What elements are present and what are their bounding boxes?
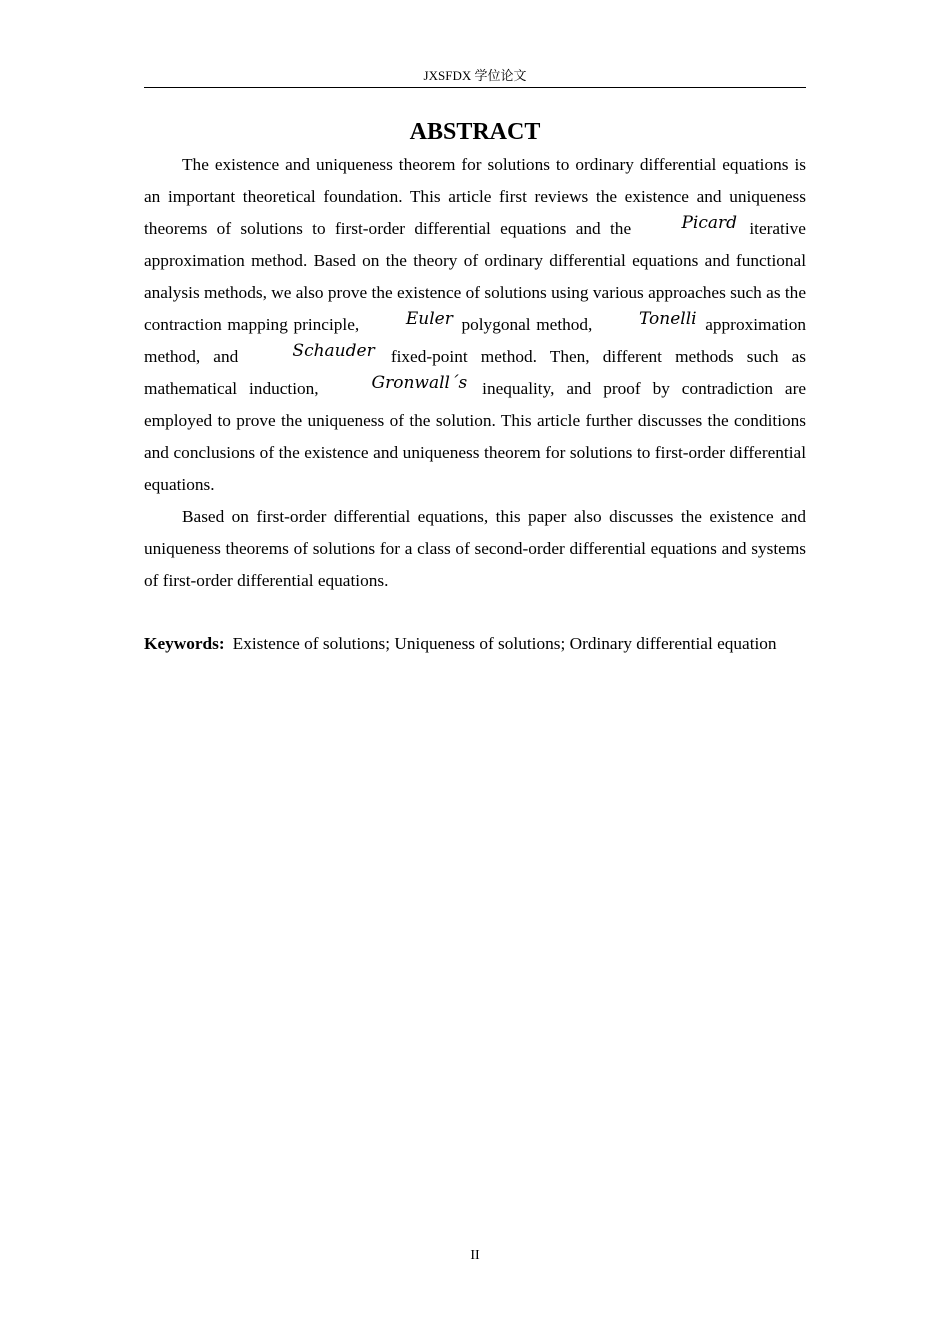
name-tonelli: Tonelli xyxy=(639,309,697,329)
running-header xyxy=(144,66,806,88)
name-euler: Euler xyxy=(405,309,453,329)
page-number: II xyxy=(470,1248,480,1263)
keywords-label: Keywords: xyxy=(144,634,225,653)
keywords xyxy=(144,628,806,660)
text-segment: The existence and uniqueness theorem for solutions to ordinary differential equations is an important theoretical foundation. This article first reviews the existence and uniqueness theorems of solutions to first-order differential equations and the xyxy=(144,155,806,238)
abstract-title: ABSTRACT xyxy=(409,119,541,145)
text-segment: iterative approximation method. Based on the theory of ordinary differential equations and functional analysis methods, we also prove the existence of solutions using various approaches such as the contraction mapping principle, xyxy=(144,219,806,334)
text-segment: polygonal method, xyxy=(461,315,593,334)
name-gronwall: Gronwall´s xyxy=(371,373,468,393)
name-schauder: Schauder xyxy=(292,341,375,361)
abstract-paragraph-2: Based on first-order differential equations, this paper also discusses the existence and uniqueness theorems of solutions for a class of second-order differential equations and systems of first-order differential equations. xyxy=(144,507,806,590)
running-header-title: JXSFDX 学位论文 xyxy=(423,68,527,83)
text-segment: approximation method, and xyxy=(144,315,807,366)
keywords-text: Existence of solutions; Uniqueness of solutions; Ordinary differential equation xyxy=(232,634,777,653)
abstract-paragraph-1 xyxy=(144,149,806,501)
text-segment: fixed-point method. Then, different methods such as mathematical induction, xyxy=(144,347,806,398)
name-picard: Picard xyxy=(681,213,738,233)
abstract-section xyxy=(144,116,806,660)
text-segment: inequality, and proof by contradiction are employed to prove the uniqueness of the solution. This article further discusses the conditions and conclusions of the existence and uniqueness theorem for solutions to first-order differential equations. xyxy=(144,379,806,494)
